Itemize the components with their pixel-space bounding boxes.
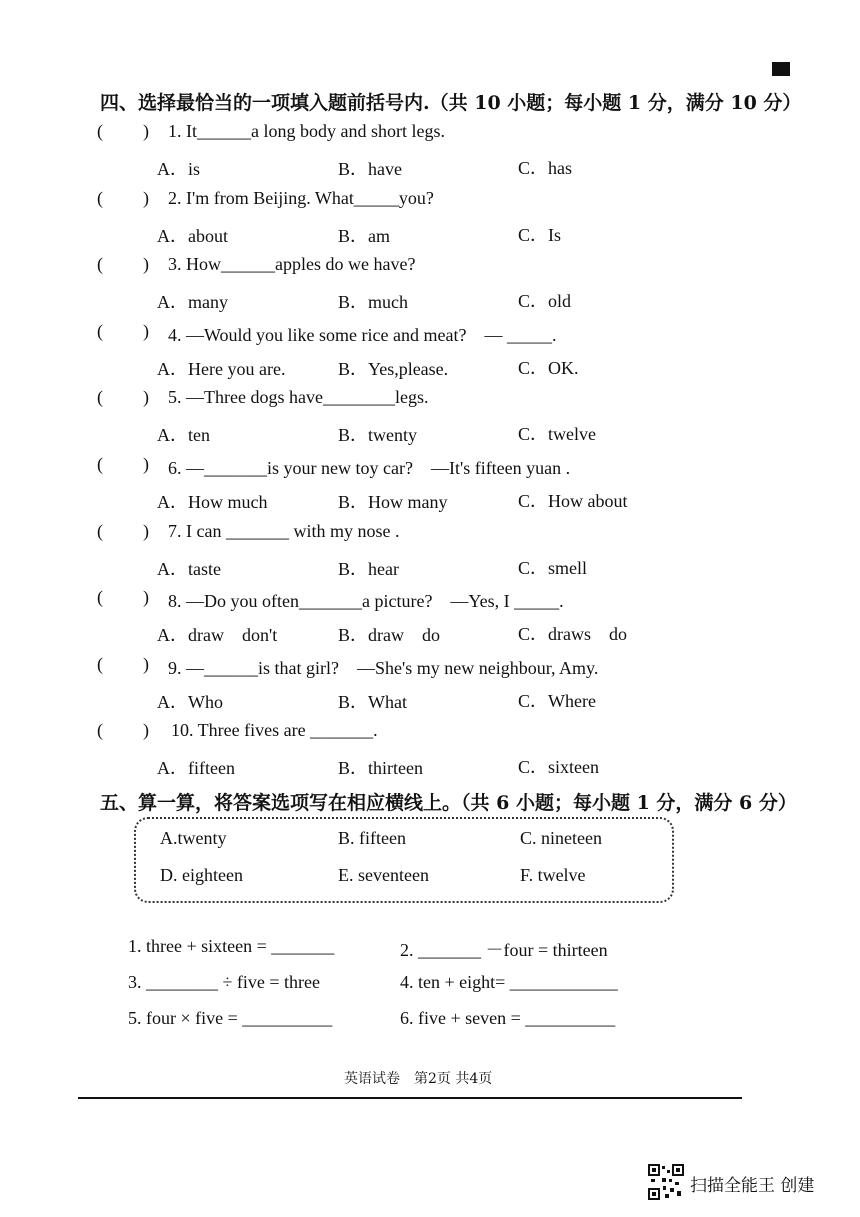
option-b: B．What	[338, 691, 407, 712]
option-a: A．many	[157, 292, 228, 313]
answer-paren-open: (	[97, 121, 103, 141]
question-stem: 5. —Three dogs have________legs.	[168, 387, 429, 408]
answer-paren-open: (	[97, 720, 103, 741]
question-stem: 7. I can _______ with my nose .	[168, 520, 400, 541]
word-bank-option: E. seventeen	[338, 865, 429, 885]
answer-paren-open: (	[97, 653, 103, 674]
question-stem: 6. —_______is your new toy car? —It's fifteen yuan .	[168, 458, 571, 478]
word-bank-option: D. eighteen	[160, 865, 243, 885]
option-c: C．old	[518, 291, 572, 312]
option-c: C．has	[518, 158, 572, 178]
answer-paren-close: )	[143, 454, 149, 474]
answer-paren-close: )	[143, 653, 149, 674]
page-footer: 英语试卷 第2页 共4页	[344, 1071, 493, 1087]
calc-item: 1. three + sixteen = _______	[128, 936, 335, 956]
question-stem: 9. —______is that girl? —She's my new neighbour, Amy.	[168, 657, 599, 678]
question-stem: 2. I'm from Beijing. What_____you?	[168, 187, 434, 208]
option-b: B．draw do	[338, 625, 440, 646]
footer-divider	[78, 1097, 742, 1099]
section-5-title: 五、算一算，将答案选项写在相应横线上。（共 6 小题；每小题 1 分，满分 6 分）	[100, 792, 797, 814]
calc-item: 2. _______ －four = thirteen	[400, 940, 608, 960]
option-a: A．draw don't	[157, 625, 278, 646]
option-c: C．sixteen	[518, 757, 599, 778]
qr-code-icon	[648, 1164, 684, 1200]
answer-paren-open: (	[97, 387, 103, 408]
question-stem: 1. It______a long body and short legs.	[168, 121, 445, 141]
option-c: C．draws do	[518, 624, 627, 645]
answer-paren-open: (	[97, 187, 103, 208]
option-c: C．twelve	[518, 424, 596, 445]
question-stem: 8. —Do you often_______a picture? —Yes, I _____.	[168, 591, 564, 612]
answer-paren-close: )	[143, 720, 149, 741]
word-bank-option: C. nineteen	[520, 828, 602, 848]
option-c: C．How about	[518, 491, 628, 511]
option-c: C．smell	[518, 557, 588, 578]
question-stem: 4. —Would you like some rice and meat? — _____.	[168, 324, 557, 345]
option-b: B．How many	[338, 492, 448, 512]
option-a: A．How much	[157, 492, 268, 512]
answer-paren-open: (	[97, 587, 103, 608]
word-bank-option: B. fifteen	[338, 828, 406, 848]
option-b: B．much	[338, 292, 408, 313]
option-a: A．ten	[157, 425, 210, 446]
scanner-brand-label: 扫描全能王 创建	[690, 1176, 815, 1196]
option-c: C．OK.	[518, 357, 579, 378]
option-a: A．about	[157, 225, 228, 246]
calc-item: 3. ________ ÷ five = three	[128, 972, 320, 992]
option-a: A．taste	[157, 558, 221, 579]
option-b: B．twenty	[338, 425, 417, 446]
answer-paren-close: )	[143, 187, 149, 208]
option-b: B．Yes,please.	[338, 358, 449, 379]
answer-paren-open: (	[97, 254, 103, 275]
option-a: A．Here you are.	[157, 358, 286, 379]
option-b: B．thirteen	[338, 758, 423, 779]
option-b: B．am	[338, 225, 390, 246]
option-b: B．have	[338, 159, 402, 179]
word-bank-option: F. twelve	[520, 865, 586, 885]
answer-paren-open: (	[97, 520, 103, 541]
word-bank-option: A.twenty	[160, 828, 227, 848]
option-b: B．hear	[338, 558, 399, 579]
question-stem: 3. How______apples do we have?	[168, 254, 416, 275]
option-a: A．is	[157, 159, 201, 179]
answer-paren-close: )	[143, 520, 149, 541]
answer-paren-open: (	[97, 320, 103, 341]
answer-paren-close: )	[143, 121, 149, 141]
answer-paren-close: )	[143, 254, 149, 275]
section-4-title: 四、选择最恰当的一项填入题前括号内.（共 10 小题；每小题 1 分，满分 10 分）	[100, 92, 802, 114]
calc-item: 4. ten + eight= ____________	[400, 972, 618, 992]
calc-item: 5. four × five = __________	[128, 1008, 333, 1028]
answer-paren-close: )	[143, 387, 149, 408]
option-a: A．Who	[157, 691, 223, 712]
option-c: C．Where	[518, 690, 596, 711]
option-a: A．fifteen	[157, 758, 235, 779]
calc-item: 6. five + seven = __________	[400, 1008, 616, 1028]
answer-paren-open: (	[97, 454, 103, 474]
corner-mark	[772, 62, 790, 76]
answer-paren-close: )	[143, 587, 149, 608]
answer-paren-close: )	[143, 320, 149, 341]
question-stem: 10. Three fives are _______.	[171, 720, 378, 741]
option-c: C．Is	[518, 224, 562, 245]
